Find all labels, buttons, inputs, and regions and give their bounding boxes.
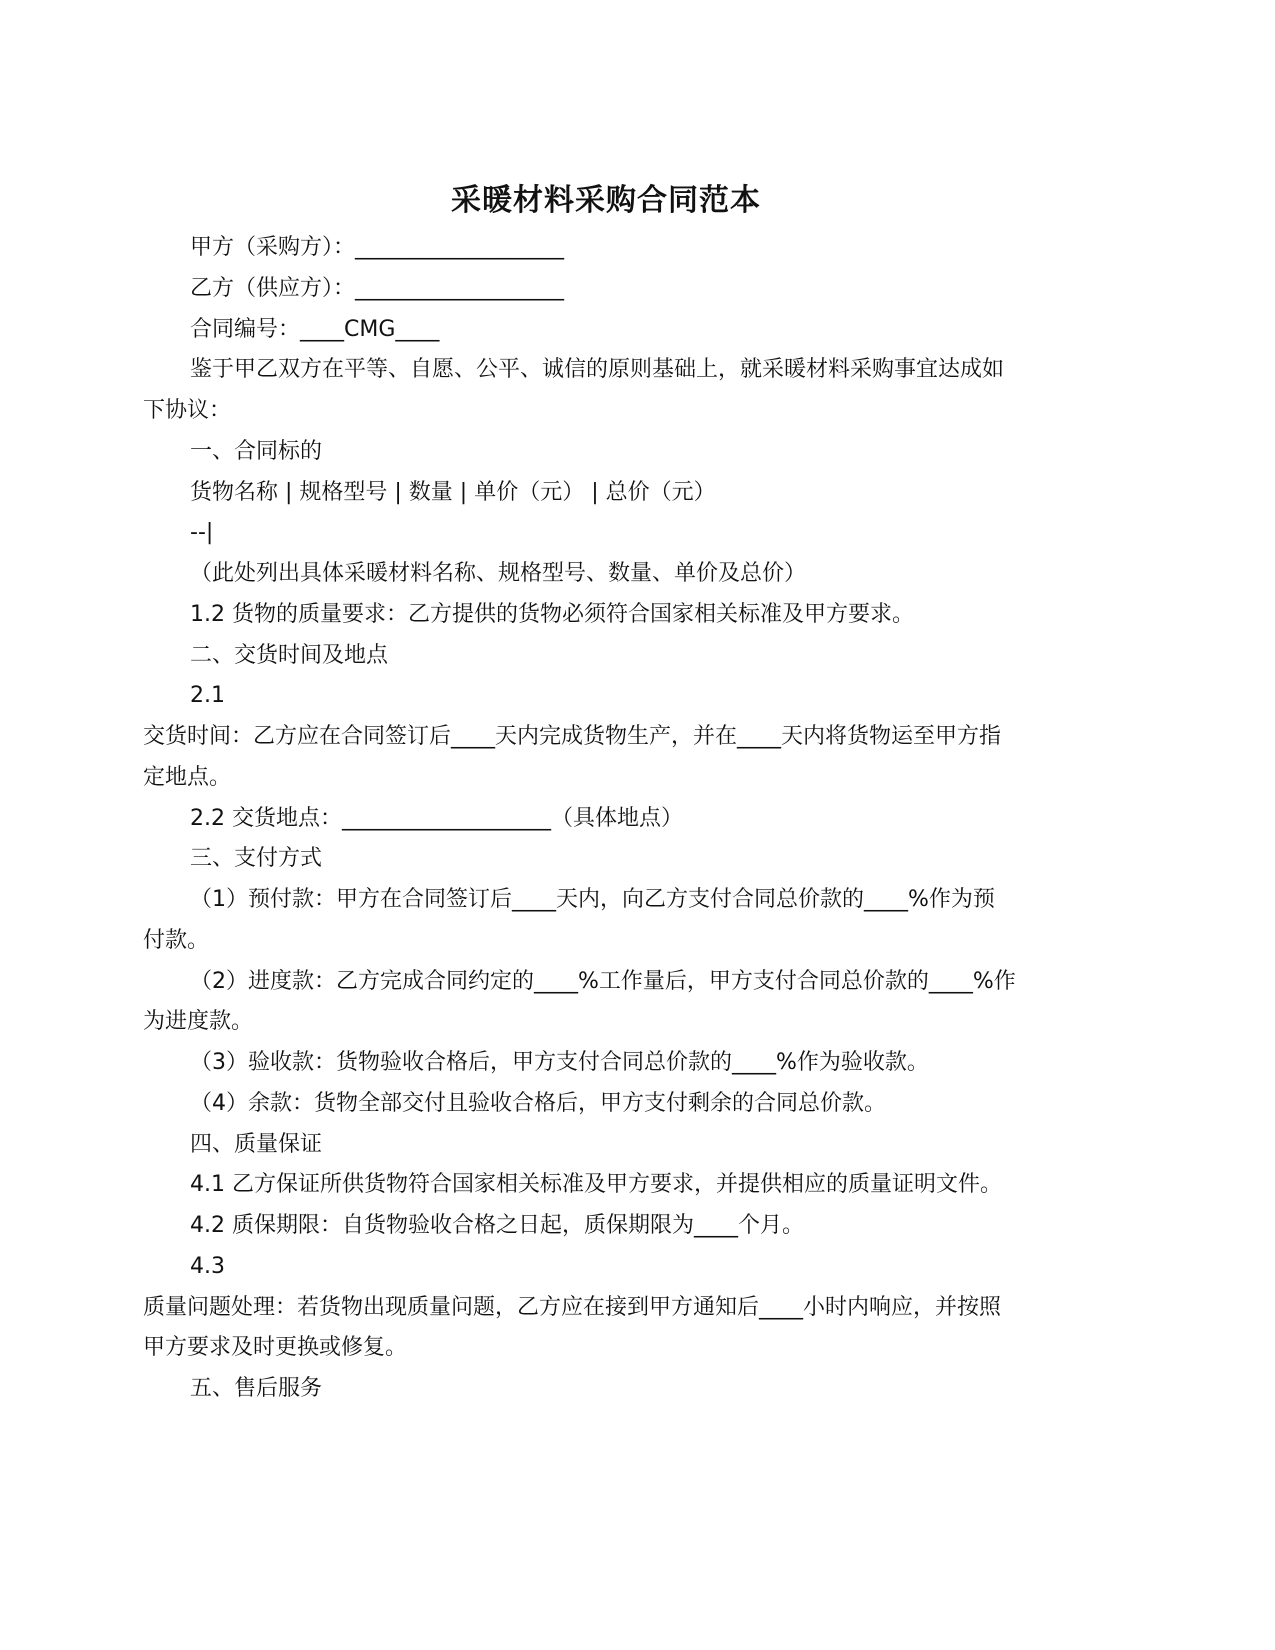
document-line: （此处列出具体采暖材料名称、规格型号、数量、单价及总价） xyxy=(190,561,807,586)
document-line: 2.2 交货地点：___________________（具体地点） xyxy=(190,805,683,831)
document-line: 4.1 乙方保证所供货物符合国家相关标准及甲方要求，并提供相应的质量证明文件。 xyxy=(190,1172,1002,1198)
document-body xyxy=(143,228,1083,1410)
document-line: 一、合同标的 xyxy=(190,438,323,464)
document-line: 质量问题处理：若货物出现质量问题，乙方应在接到甲方通知后____小时内响应，并按照 xyxy=(143,1294,1002,1320)
document-line: 三、支付方式 xyxy=(190,846,323,872)
document-line: 合同编号：____CMG____ xyxy=(190,316,440,342)
document-line: 下协议： xyxy=(143,398,232,423)
document-line: 为进度款。 xyxy=(143,1009,254,1035)
document-title: 采暖材料采购合同范本 xyxy=(451,183,761,218)
document-line: 甲方（采购方）：___________________ xyxy=(190,235,565,260)
document-line: （2）进度款：乙方完成合同约定的____%工作量后，甲方支付合同总价款的____%作 xyxy=(190,968,1016,994)
document-line: 五、售后服务 xyxy=(190,1376,323,1401)
document-line: 货物名称 | 规格型号 | 数量 | 单价（元） | 总价（元） xyxy=(190,479,716,505)
document-line: 1.2 货物的质量要求：乙方提供的货物必须符合国家相关标准及甲方要求。 xyxy=(190,601,914,627)
document-line: 2.1 xyxy=(190,683,225,709)
document-line: 乙方（供应方）：___________________ xyxy=(190,275,565,301)
document-line: 甲方要求及时更换或修复。 xyxy=(143,1335,408,1361)
document-line: --| xyxy=(190,520,214,546)
document-line: 交货时间：乙方应在合同签订后____天内完成货物生产，并在____天内将货物运至甲方指 xyxy=(143,724,1002,749)
document-line: 二、交货时间及地点 xyxy=(190,642,389,668)
document-line: （4）余款：货物全部交付且验收合格后，甲方支付剩余的合同总价款。 xyxy=(190,1090,886,1116)
document-line: 鉴于甲乙双方在平等、自愿、公平、诚信的原则基础上，就采暖材料采购事宜达成如 xyxy=(190,357,1005,383)
document-line: 定地点。 xyxy=(143,764,232,790)
document-line: （1）预付款：甲方在合同签订后____天内，向乙方支付合同总价款的____%作为预 xyxy=(190,887,995,912)
document-line: 4.3 xyxy=(190,1253,225,1279)
document-line: 付款。 xyxy=(143,927,210,953)
document-line: 4.2 质保期限：自货物验收合格之日起，质保期限为____个月。 xyxy=(190,1213,804,1238)
document-line: （3）验收款：货物验收合格后，甲方支付合同总价款的____%作为验收款。 xyxy=(190,1050,929,1075)
document-line: 四、质量保证 xyxy=(190,1131,323,1157)
